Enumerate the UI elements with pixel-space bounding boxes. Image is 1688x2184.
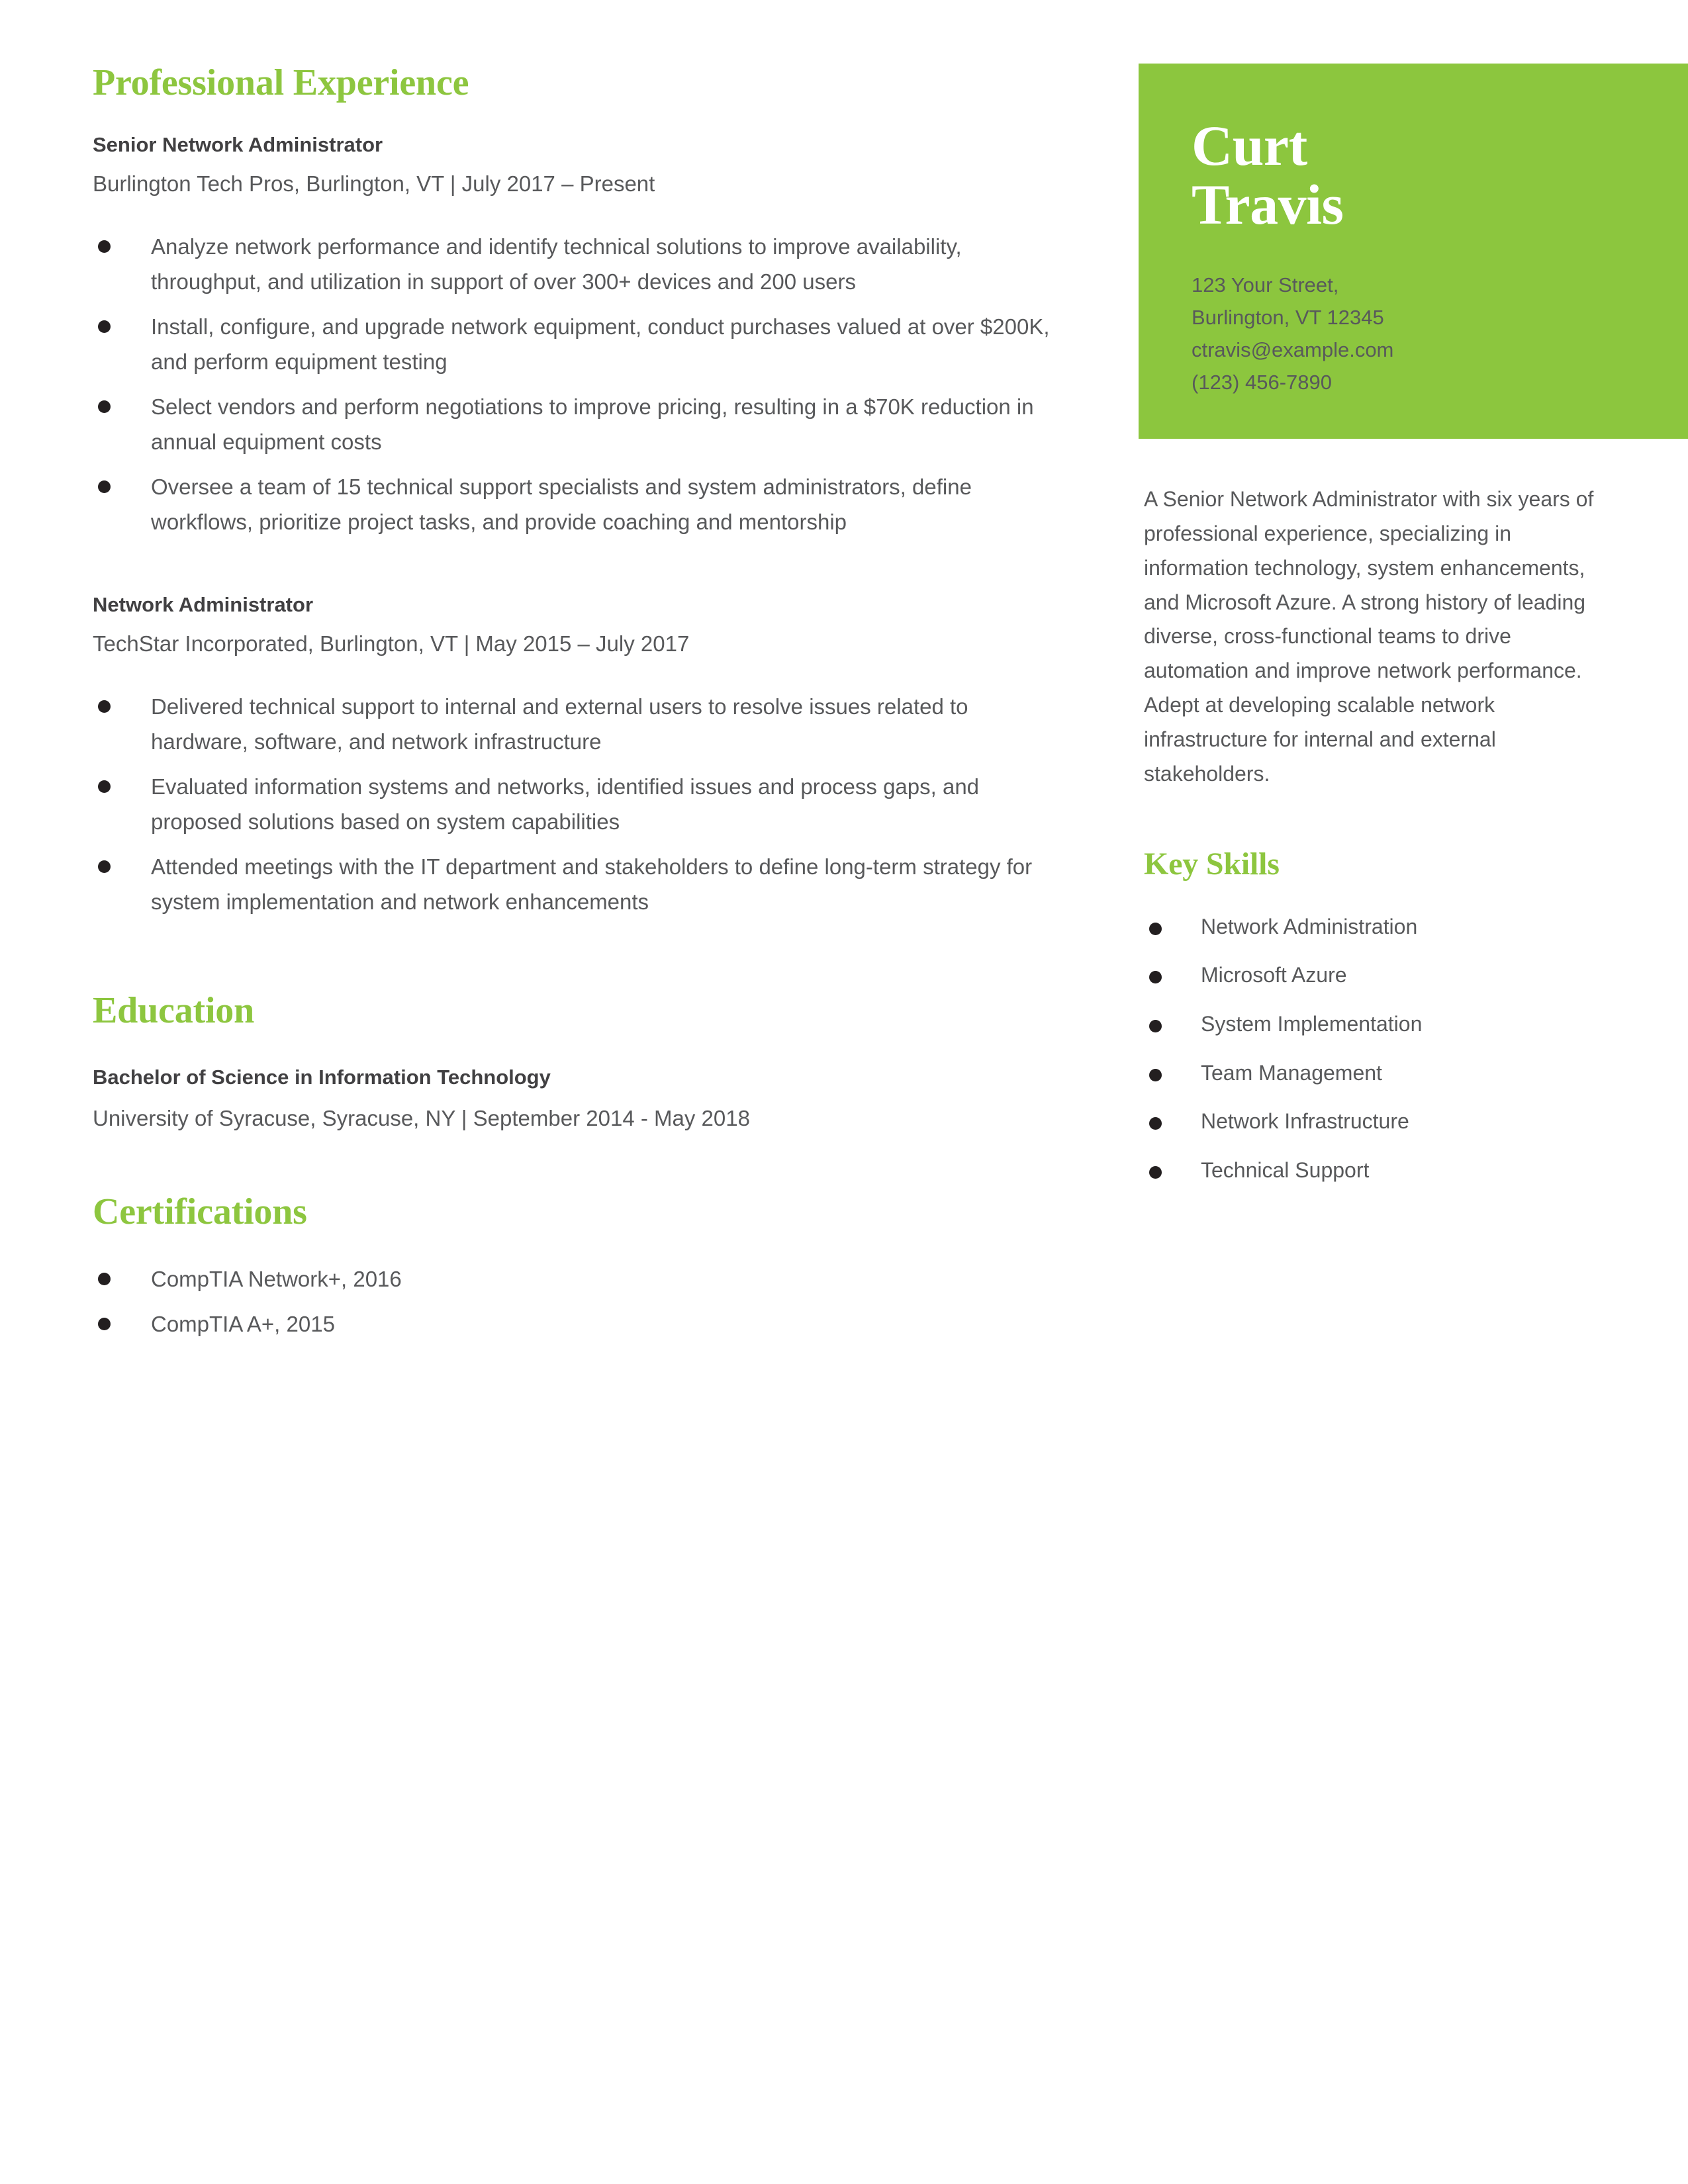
spacer: [93, 1030, 1059, 1064]
list-item-text: Team Management: [1201, 1060, 1382, 1085]
job-title: Senior Network Administrator: [93, 132, 383, 156]
contact-city-state-zip: Burlington, VT 12345: [1192, 306, 1384, 330]
list-item-text: Install, configure, and upgrade network equipment, conduct purchases valued at over $200K, and perform equipment testing: [151, 314, 1050, 375]
list-item-text: Attended meetings with the IT department and stakeholders to define long-term strategy for system implementation and network enhancements: [151, 854, 1033, 915]
contact-info: [1192, 269, 1635, 399]
candidate-first-name: Curt: [1192, 114, 1307, 177]
list-item-text: System Implementation: [1201, 1012, 1423, 1036]
list-item-text: Network Infrastructure: [1201, 1109, 1409, 1134]
list-item-text: Microsoft Azure: [1201, 963, 1347, 987]
key-skills-list: [1144, 913, 1635, 1185]
contact-email[interactable]: ctravis@example.com: [1192, 338, 1394, 362]
job-bullet-list: [93, 689, 1059, 920]
name-header-inner: [1139, 116, 1688, 399]
spacer: [1139, 439, 1688, 482]
professional-summary: A Senior Network Administrator with six years of professional experience, specializing in information technology, system enhancements, and Microsoft Azure. A strong history of leading diverse, cross-functional teams to drive automation and improve network performance. Adept at developing scalable network infrastructure for internal and external stakeholders.: [1144, 487, 1594, 786]
contact-phone[interactable]: (123) 456-7890: [1192, 371, 1332, 394]
list-item: [93, 229, 1059, 300]
list-item: [93, 1306, 1059, 1342]
education-entry: [93, 1064, 1059, 1132]
job-bullet-list: [93, 229, 1059, 540]
bullet-dot-icon: [98, 240, 111, 253]
section-title-professional-experience: Professional Experience: [93, 62, 469, 103]
section-title-key-skills: Key Skills: [1144, 846, 1280, 882]
job-meta: TechStar Incorporated, Burlington, VT | May 2015 – July 2017: [93, 631, 690, 656]
sidebar-column: [1139, 64, 1688, 1184]
bullet-dot-icon: [1149, 1069, 1162, 1081]
section-title-certifications: Certifications: [93, 1191, 307, 1232]
list-item-text: CompTIA Network+, 2016: [151, 1267, 402, 1292]
list-item: [93, 309, 1059, 380]
bullet-dot-icon: [98, 320, 111, 333]
spacer: [1144, 791, 1635, 848]
list-item: [93, 769, 1059, 840]
section-title-education: Education: [93, 989, 255, 1031]
list-item-text: Network Administration: [1201, 914, 1418, 938]
bullet-dot-icon: [98, 1273, 111, 1285]
list-item-text: Select vendors and perform negotiations to improve pricing, resulting in a $70K reduction in annual equipment costs: [151, 394, 1034, 455]
certification-list: [93, 1261, 1059, 1342]
bullet-dot-icon: [1149, 1166, 1162, 1179]
bullet-dot-icon: [1149, 1020, 1162, 1032]
experience-entry: [93, 592, 1059, 920]
candidate-name: [1192, 116, 1635, 234]
main-column: [93, 64, 1059, 1342]
bullet-dot-icon: [1149, 971, 1162, 983]
list-item: [1144, 1157, 1635, 1185]
education-meta: University of Syracuse, Syracuse, NY | September 2014 - May 2018: [93, 1105, 750, 1130]
list-item-text: Technical Support: [1201, 1158, 1370, 1182]
list-item: [93, 689, 1059, 760]
list-item: [1144, 1060, 1635, 1087]
spacer: [93, 540, 1059, 592]
candidate-last-name: Travis: [1192, 172, 1344, 236]
experience-entry: [93, 132, 1059, 540]
list-item: [93, 1261, 1059, 1297]
list-item: [93, 469, 1059, 540]
bullet-dot-icon: [1149, 923, 1162, 935]
list-item: [93, 849, 1059, 920]
list-item: [1144, 962, 1635, 989]
job-meta: Burlington Tech Pros, Burlington, VT | July 2017 – Present: [93, 171, 655, 197]
bullet-dot-icon: [98, 700, 111, 713]
list-item-text: Evaluated information systems and networks, identified issues and process gaps, and proposed solutions based on system capabilities: [151, 774, 980, 835]
list-item: [1144, 913, 1635, 941]
bullet-dot-icon: [1149, 1117, 1162, 1130]
spacer: [93, 1133, 1059, 1193]
name-header-block: [1139, 64, 1688, 439]
bullet-dot-icon: [98, 400, 111, 413]
contact-street: 123 Your Street,: [1192, 273, 1339, 297]
spacer: [93, 920, 1059, 991]
bullet-dot-icon: [98, 480, 111, 493]
list-item-text: Analyze network performance and identify technical solutions to improve availability, throughput, and utilization in support of over 300+ devices and 200 users: [151, 234, 962, 295]
bullet-dot-icon: [98, 780, 111, 793]
list-item-text: CompTIA A+, 2015: [151, 1311, 335, 1336]
list-item-text: Oversee a team of 15 technical support specialists and system administrators, define workflows, prioritize project tasks, and provide coaching and mentorship: [151, 474, 972, 535]
list-item: [1144, 1108, 1635, 1136]
bullet-dot-icon: [98, 1318, 111, 1330]
education-degree: Bachelor of Science in Information Technology: [93, 1066, 551, 1089]
list-item: [93, 389, 1059, 460]
list-item: [1144, 1011, 1635, 1038]
list-item-text: Delivered technical support to internal and external users to resolve issues related to hardware, software, and network infrastructure: [151, 694, 968, 754]
sidebar-body: [1144, 482, 1688, 1184]
bullet-dot-icon: [98, 860, 111, 873]
spacer: [93, 103, 1059, 132]
job-title: Network Administrator: [93, 592, 314, 616]
